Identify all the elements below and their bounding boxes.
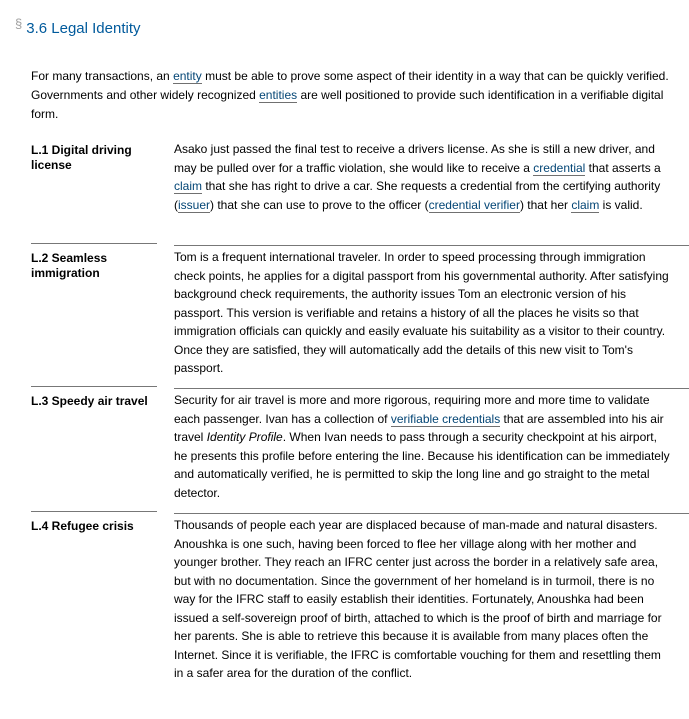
desc-text: Asako just passed the final test to receive a drivers license. As she is still a new driver, and may be pulled over for a traffic violation, she would like to receive a: [174, 142, 655, 175]
divider: [31, 511, 157, 512]
desc-text: that are assembled into his air travel: [174, 411, 664, 444]
intro-text: must be able to prove some aspect of their identity in a way that can be quickly verified. Governments and other widely recognized: [31, 69, 669, 102]
link-entities[interactable]: entities: [259, 88, 298, 102]
desc-text: ) that her: [519, 197, 572, 212]
section-heading: [15, 16, 141, 39]
desc-text: . When Ivan needs to pass through a security checkpoint at his airport, he presents this profile before entering the line. Because his identification can be immediately and automatically verified, he is permitted to skip the long line and go straight to the metal detector.: [174, 430, 670, 500]
divider: [174, 388, 689, 389]
desc-text: that asserts a: [585, 160, 661, 175]
use-case-term: L.2 Seamless immigration: [31, 251, 108, 280]
divider: [31, 243, 157, 244]
identity-profile-term: Identity Profile: [206, 430, 283, 444]
use-case-term: L.4 Refugee crisis: [31, 519, 134, 533]
divider: [31, 386, 157, 387]
use-case-term: L.1 Digital driving license: [31, 143, 132, 172]
link-claim[interactable]: claim: [571, 197, 600, 212]
use-case-description: Tom is a frequent international traveler. In order to speed processing through immigration check points, he applies for a digital passport from his governmental authority. After satisfying background check requirements, the authority issues Tom an electronic version of his passport. This version is verifiable and retains a history of all the places he visits so that immigration officials can quickly and easily evaluate his suitability as a visitor to their country. Once they are satisfied, they will automatically add the details of this new visit to Tom's passport.: [174, 250, 669, 375]
link-credential[interactable]: credential: [533, 160, 586, 175]
link-verifiable-credentials[interactable]: verifiable credentials: [390, 411, 501, 426]
link-entity[interactable]: entity: [173, 69, 202, 83]
section-self-link[interactable]: §: [15, 16, 23, 31]
section-title: 3.6 Legal Identity: [26, 20, 141, 37]
desc-text: Security for air travel is more and more rigorous, requiring more and more time to validate each passenger. Ivan has a collection of: [174, 393, 650, 426]
desc-text: that she has right to drive a car. She requests a credential from the certifying authority (: [174, 179, 661, 212]
intro-paragraph: [31, 67, 671, 124]
divider: [174, 245, 689, 246]
use-case-term: L.3 Speedy air travel: [31, 394, 148, 408]
desc-text: ) that she can use to prove to the officer (: [210, 197, 429, 212]
intro-text: are well positioned to provide such identification in a verifiable digital form.: [31, 88, 664, 121]
use-case-description: [174, 391, 670, 502]
intro-text: For many transactions, an: [31, 69, 174, 83]
link-issuer[interactable]: issuer: [178, 197, 211, 212]
link-credential-verifier[interactable]: credential verifier: [428, 197, 520, 212]
use-case-description: [174, 140, 670, 214]
use-case-description: Thousands of people each year are displaced because of man-made and natural disasters. Anoushka is one such, having been forced to flee her village along with her mother and younger brother. They reach an IFRC center just across the border in a relatively safe area, but with no documentation. Since the government of her homeland is in turmoil, there is no way for the IFRC staff to easily establish their identities. Fortunately, Anoushka had been issued a self-sovereign proof of birth, attached to which is the proof of birth and marriage for her parents. She is able to retrieve this because it is available from many places often the Internet. Since it is verifiable, the IFRC is comfortable vouching for them and resettling them in a safer area for the duration of the conflict.: [174, 518, 662, 680]
desc-text: is valid.: [599, 197, 643, 212]
divider: [174, 513, 689, 514]
link-claim[interactable]: claim: [174, 179, 203, 193]
